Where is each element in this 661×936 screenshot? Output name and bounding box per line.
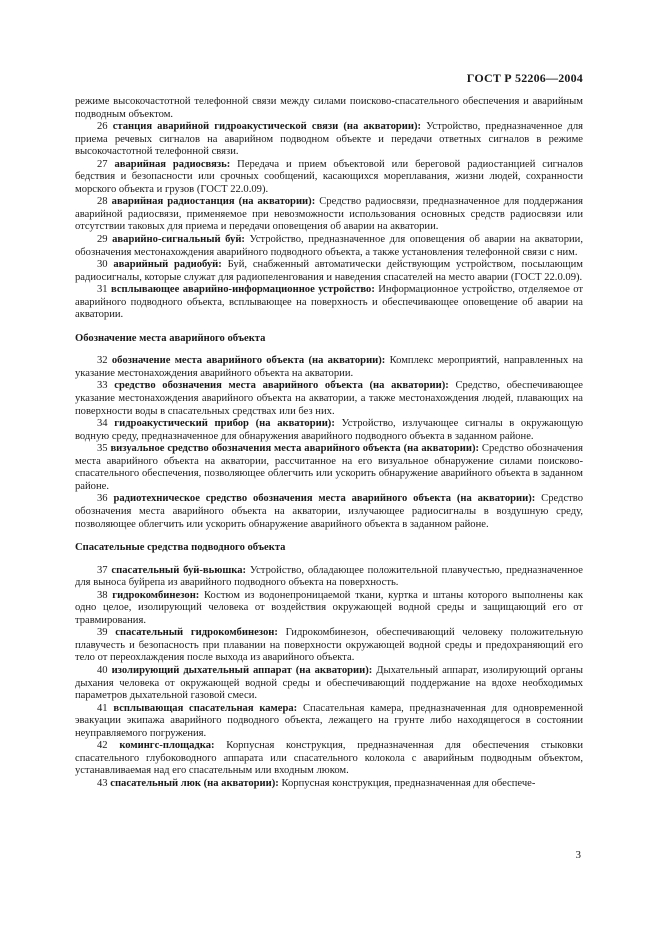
- term-name: спасательный гидрокомбинезон:: [115, 627, 278, 639]
- term-name: гидрокомбинезон:: [112, 589, 200, 601]
- term-name: станция аварийной гидроакустической связи (на акватории):: [112, 121, 422, 133]
- term-definition-28: [75, 196, 583, 234]
- term-text: Информационное устройство, отделяемое от аварийного подводного объекта, всплывающее на поверхность и обеспечивающее оповещение об аварии на акватории.: [75, 284, 583, 321]
- term-number: 43: [97, 777, 108, 789]
- term-name: гидроакустический прибор (на акватории):: [114, 418, 335, 430]
- term-number: 36: [97, 493, 108, 505]
- term-text: Дыхательный аппарат, изолирующий органы дыхания человека от окружающей водной среды и обеспечивающий поддержание на вдохе необходимых параметров дыхательной газовой смеси.: [75, 664, 583, 702]
- term-name: аварийный радиобуй:: [113, 259, 222, 271]
- term-text: Устройство, обладающее положительной плавучестью, предназначенное для выноса буйрепа из аварийного подводного объекта на поверхность.: [75, 564, 583, 589]
- term-number: 31: [97, 284, 108, 296]
- section-heading: Обозначение места аварийного объекта: [75, 332, 266, 344]
- term-name: обозначение места аварийного объекта (на акватории):: [111, 355, 386, 367]
- term-number: 40: [97, 664, 108, 676]
- term-text: Устройство, предназначенное для приема речевых сигналов на аварийном подводном объекте и передачи ответных сигналов в режиме высокочастотной телефонной связи.: [75, 121, 583, 158]
- term-definition-30: [75, 259, 583, 284]
- term-text: Корпусная конструкция, предназначенная для обеспечения стыковки спасательного глубоководного аппарата или спасательного колокола с аварийным подводным объектом, устанавливаемая над его спасательным или входным люком.: [75, 740, 584, 777]
- section-heading: Спасательные средства подводного объекта: [75, 542, 286, 554]
- term-name: средство обозначения места аварийного объекта (на акватории):: [114, 380, 449, 392]
- term-number: 34: [97, 418, 108, 430]
- term-text: Спасательная камера, предназначенная для одновременной эвакуации экипажа аварийного подводного объекта, лежащего на грунте либо находящегося в состоянии неуправляемого погружения.: [75, 702, 584, 739]
- term-number: 30: [97, 259, 108, 271]
- page-number: 3: [575, 849, 581, 861]
- term-number: 35: [97, 443, 108, 455]
- term-definition-34: [75, 418, 583, 443]
- term-number: 28: [97, 196, 108, 208]
- term-text: Корпусная конструкция, предназначенная для обеспече-: [281, 777, 536, 789]
- term-name: спасательный люк (на акватории):: [110, 777, 279, 789]
- term-definition-41: [75, 703, 583, 741]
- term-number: 42: [97, 740, 108, 752]
- term-number: 37: [97, 564, 108, 576]
- term-text: Комплекс мероприятий, направленных на указание местонахождения аварийного объекта на акватории.: [75, 355, 583, 379]
- term-name: спасательный буй-вьюшка:: [111, 564, 247, 576]
- term-number: 27: [97, 158, 108, 170]
- term-text: Устройство, предназначенное для оповещения об аварии на акватории, обозначения местонахождения аварийного подводного объекта, а также установления телефонной связи с ним.: [75, 234, 583, 258]
- term-definition-42: [75, 740, 583, 778]
- document-code-header: ГОСТ Р 52206—2004: [466, 71, 583, 85]
- term-number: 38: [97, 589, 108, 601]
- term-definition-29: [75, 234, 583, 259]
- term-definition-40: [75, 665, 583, 703]
- term-text: Буй, снабженный автоматически действующим устройством, посылающим радиосигналы, которые служат для радиопеленгования и наведения спасателей на место аварии (ГОСТ 22.0.09).: [75, 259, 584, 283]
- paragraph-continuation: режиме высокочастотной телефонной связи между силами поисково-спасательного обеспечения и аварийным подводным объектом.: [75, 96, 583, 120]
- term-number: 26: [97, 121, 108, 133]
- term-text: Костюм из водонепроницаемой ткани, куртка и штаны которого выполнены как одно целое, изолирующий человека от воздействия окружающей водной среды и защищающий его от травмирования.: [75, 589, 583, 626]
- term-definition-39: [75, 627, 583, 665]
- term-text: Гидрокомбинезон, обеспечивающий человеку положительную плавучесть и безопасность при плавании на поверхности окружающей водной среды и предохраняющий его тело от переохлаждения после выхода из аварийного объекта.: [75, 627, 583, 664]
- term-definition-43: [75, 778, 583, 791]
- term-number: 39: [97, 627, 108, 639]
- term-definition-31: [75, 284, 583, 322]
- term-definition-35: [75, 443, 583, 493]
- term-text: Устройство, излучающее сигналы в окружающую водную среду, предназначенное для обнаружения аварийного подводного объекта в заданном районе.: [75, 418, 583, 442]
- term-definition-36: [75, 493, 583, 531]
- term-name: изолирующий дыхательный аппарат (на акватории):: [111, 664, 373, 676]
- term-definition-27: [75, 159, 583, 197]
- term-text: Средство радиосвязи, предназначенное для поддержания аварийной радиосвязи, применяемое при невозможности использования основных средств радиосвязи или отсутствии таковых для приема и передачи оповещения об аварии на акватории.: [75, 196, 583, 233]
- term-number: 32: [97, 355, 108, 367]
- term-number: 29: [97, 234, 108, 246]
- term-name: аварийно-сигнальный буй:: [112, 234, 245, 246]
- term-definition-37: [75, 565, 583, 590]
- term-text: Средство обозначения места аварийного объекта на акватории, рассчитанное на его визуальное обнаружение силами поисково-спасательного обеспечения, позволяющее облегчить или ускорить обнаружение аварийного объекта в заданном районе.: [75, 443, 583, 492]
- term-name: визуальное средство обозначения места аварийного объекта (на акватории):: [110, 443, 480, 455]
- term-name: радиотехническое средство обозначения места аварийного объекта (на акватории):: [113, 493, 536, 505]
- term-name: аварийная радиостанция (на акватории):: [111, 196, 316, 208]
- term-definition-32: [75, 355, 583, 380]
- document-body: [75, 96, 583, 790]
- term-name: комингс-площадка:: [119, 740, 215, 752]
- term-name: всплывающее аварийно-информационное устройство:: [111, 284, 375, 296]
- term-number: 41: [97, 702, 108, 714]
- term-definition-33: [75, 380, 583, 418]
- term-text: Передача и прием объектовой или береговой радиостанцией сигналов бедствия и безопасности или срочных сообщений, касающихся мореплавания, жизни людей, сохранности морского объекта и грузов (ГОСТ 22.0.09).: [75, 158, 584, 195]
- term-text: Средство, обеспечивающее указание местонахождения аварийного объекта на акватории, а также местонахождения людей, плавающих на поверхности воды в спасательных средствах или без них.: [75, 380, 583, 417]
- term-number: 33: [97, 380, 108, 392]
- term-name: аварийная радиосвязь:: [114, 158, 231, 170]
- term-definition-38: [75, 590, 583, 628]
- term-text: Средство обозначения места аварийного объекта на акватории, излучающее радиосигналы в воздушную среду, позволяющее облегчить или ускорить обнаружение аварийного объекта в заданном районе.: [75, 493, 583, 530]
- term-definition-26: [75, 121, 583, 159]
- term-name: всплывающая спасательная камера:: [113, 702, 298, 714]
